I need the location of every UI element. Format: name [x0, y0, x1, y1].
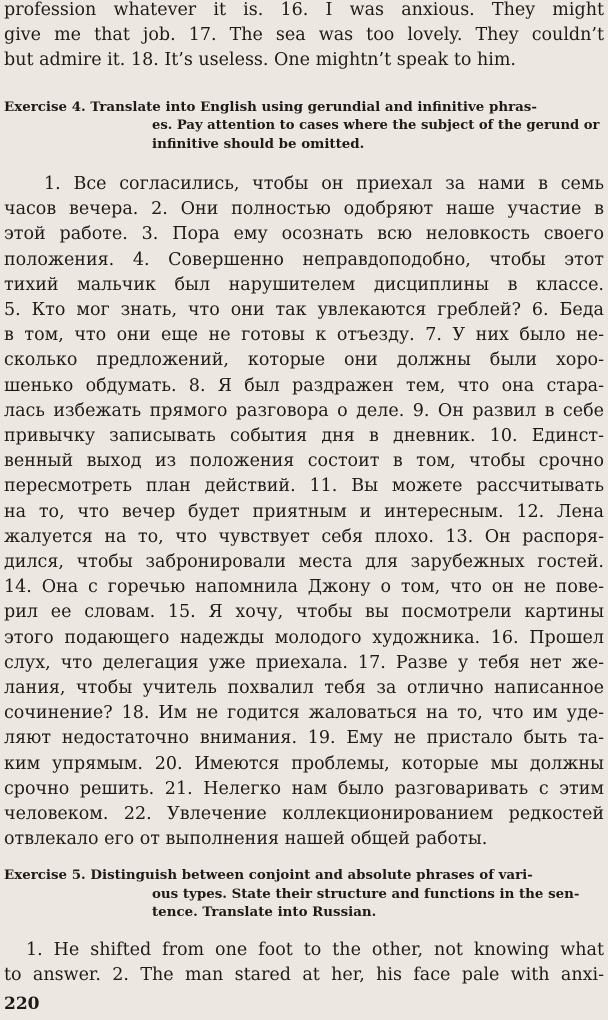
text-line: ляют недостаточно внимания. 19. Ему не пристало быть та-: [4, 728, 604, 749]
heading-line: ous types. State their structure and functions in the sen-: [152, 885, 580, 902]
text-line: жалуется на то, что чувствует себя плохо. 13. Он распоря-: [4, 526, 604, 547]
text-line: часов вечера. 2. Они полностью одобряют наше участие в: [4, 199, 604, 220]
page-number: 220: [4, 994, 40, 1014]
heading-line: infinitive should be omitted.: [152, 136, 365, 152]
heading-line: tence. Translate into Russian.: [152, 904, 377, 920]
text-line: give me that job. 17. The sea was too lovely. They couldn’t: [4, 25, 604, 46]
top-paragraph: [4, 0, 604, 74]
text-line: 1. He shifted from one foot to the other, not knowing what: [26, 940, 604, 960]
text-line: 5. Кто мог знать, что они так увлекаются греблей? 6. Беда: [4, 300, 604, 321]
text-line: в том, что они еще не готовы к отъезду. 7. У них было не-: [4, 325, 604, 346]
text-line: but admire it. 18. It’s useless. One mightn’t speak to him.: [4, 50, 516, 71]
exercise-5-heading: [4, 866, 604, 922]
text-line: отвлекало его от выполнения нашей общей работы.: [4, 829, 488, 850]
text-line: рил ее словам. 15. Я хочу, чтобы вы посмотрели картины: [4, 602, 604, 623]
heading-line: es. Pay attention to cases where the subject of the gerund or: [152, 117, 600, 133]
text-line: дился, чтобы забронировали места для зарубежных гостей.: [4, 552, 604, 573]
text-line: ким упрямым. 20. Имеются проблемы, которые мы должны: [4, 753, 604, 774]
text-line: шенько обдумать. 8. Я был раздражен тем, что она стара-: [4, 375, 604, 396]
text-line: срочно решить. 21. Нелегко нам было разговаривать с этим: [4, 778, 604, 799]
heading-line: Exercise 4. Translate into English using gerundial and infinitive phras-: [4, 99, 537, 115]
text-line: венный выход из положения состоит в том, чтобы срочно: [4, 451, 604, 472]
text-line: profession whatever it is. 16. I was anxious. They might: [4, 0, 604, 20]
text-line: этой работе. 3. Пора ему осознать всю неловкость своего: [4, 224, 604, 245]
heading-line: Exercise 5. Distinguish between conjoint and absolute phrases of vari-: [4, 867, 533, 883]
text-line: лась избежать прямого разговора о деле. 9. Он развил в себе: [4, 400, 604, 421]
text-line: 14. Она с горечью напомнила Джону о том, что он не пове-: [4, 577, 604, 598]
text-line: лания, чтобы учитель похвалил тебя за отлично написанное: [4, 678, 604, 699]
text-line: этого подающего надежды молодого художника. 16. Прошел: [4, 627, 604, 648]
text-line: сочинение? 18. Им не годится жаловаться на то, что им уде-: [4, 703, 604, 724]
text-line: сколько предложений, которые они должны были хоро-: [4, 350, 604, 371]
text-line: человеком. 22. Увлечение коллекционированием редкостей: [4, 804, 604, 825]
text-line: положения. 4. Совершенно неправдоподобно, чтобы этот: [4, 249, 604, 270]
exercise-4-heading: [4, 98, 604, 154]
text-line: тихий мальчик был нарушителем дисциплины в классе.: [4, 274, 604, 295]
text-line: привычку записывать события дня в дневник. 10. Единст-: [4, 426, 604, 447]
text-line: 1. Все согласились, чтобы он приехал за нами в семь: [44, 174, 604, 194]
exercise-4-body: [4, 172, 604, 852]
text-line: слух, что делегация уже приехала. 17. Разве у тебя нет же-: [4, 652, 604, 673]
text-line: to answer. 2. The man stared at her, his face pale with anxi-: [4, 965, 604, 986]
text-line: пересмотреть план действий. 11. Вы можете рассчитывать: [4, 476, 604, 497]
exercise-5-body: [4, 938, 604, 988]
text-line: на то, что вечер будет приятным и интересным. 12. Лена: [4, 501, 604, 522]
